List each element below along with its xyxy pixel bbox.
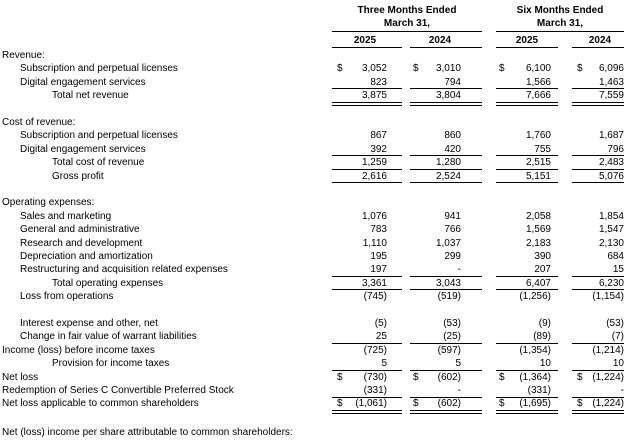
currency-symbol: $ (577, 398, 583, 410)
table-cell: 10 (539, 358, 551, 370)
table-row (0, 76, 640, 89)
currency-symbol: $ (337, 371, 343, 383)
table-cell: 783 (370, 224, 387, 236)
table-cell: (89) (533, 331, 551, 343)
table-cell: 3,052 (361, 63, 387, 75)
table-cell: 1,110 (362, 237, 387, 249)
table-row (0, 223, 640, 236)
six-months-label: Six Months Ended (516, 5, 604, 16)
table-cell: 5,151 (525, 170, 551, 182)
column-header-six-months (496, 4, 624, 30)
table-cell: 766 (444, 224, 461, 236)
currency-symbol: $ (413, 63, 419, 75)
table-row (0, 62, 640, 75)
table-row (0, 263, 640, 276)
row-label: Subscription and perpetual licenses (20, 130, 178, 142)
currency-symbol: $ (337, 398, 343, 410)
table-cell: 15 (612, 264, 624, 276)
table-cell: 1,760 (525, 130, 551, 142)
year-2024-h: 2024 (588, 35, 612, 46)
row-label: Provision for income taxes (52, 358, 170, 370)
table-cell: 390 (534, 251, 551, 262)
table-row (0, 317, 640, 330)
table-cell: 1,569 (525, 224, 551, 236)
table-cell: 420 (444, 143, 461, 155)
table-cell: 6,100 (525, 63, 551, 75)
currency-symbol: $ (413, 398, 419, 410)
row-label: General and administrative (20, 224, 140, 236)
table-row (0, 237, 640, 250)
table-cell: 207 (534, 264, 551, 276)
table-row (0, 371, 640, 384)
table-cell: 2,616 (361, 170, 387, 182)
table-cell: 10 (612, 358, 624, 370)
table-cell: 867 (370, 130, 387, 142)
row-label: Total cost of revenue (52, 157, 145, 169)
table-cell: 7,559 (598, 90, 624, 102)
table-cell: 2,058 (525, 210, 551, 222)
row-label: Operating expenses: (2, 197, 95, 209)
table-row (0, 357, 640, 370)
row-label: Gross profit (52, 170, 104, 182)
table-cell: 1,037 (435, 237, 461, 249)
table-row (0, 183, 640, 196)
table-row (0, 250, 640, 263)
table-cell: 6,096 (598, 63, 624, 75)
three-months-date: March 31, (383, 18, 431, 29)
table-cell: 1,547 (598, 224, 624, 236)
table-cell: 6,230 (598, 277, 624, 289)
table-cell: 1,566 (525, 76, 551, 88)
footnote: Net (loss) income per share attributable to common shareholders: (2, 427, 293, 438)
table-row (0, 129, 640, 142)
table-cell: (1,224) (592, 398, 624, 410)
table-cell: 3,361 (361, 277, 387, 289)
table-cell: (1,256) (519, 291, 551, 303)
table-cell: (725) (363, 344, 387, 356)
table-cell: (519) (437, 291, 461, 303)
table-cell: 860 (444, 130, 461, 142)
row-label: Digital engagement services (20, 76, 146, 88)
table-cell: 2,183 (525, 237, 551, 249)
table-row (0, 330, 640, 343)
table-cell: (602) (437, 398, 461, 410)
table-row (0, 103, 640, 116)
currency-symbol: $ (577, 63, 583, 75)
table-cell: 3,043 (435, 277, 461, 289)
table-cell: (1,214) (592, 344, 624, 356)
table-cell: 1,280 (435, 157, 461, 169)
header-rule-six-months (496, 31, 624, 32)
table-cell: 6,407 (525, 277, 551, 289)
year-rule (410, 47, 482, 48)
table-row (0, 384, 640, 397)
row-label: Interest expense and other, net (20, 318, 158, 329)
table-cell: (1,354) (519, 344, 551, 356)
year-rule (496, 47, 558, 48)
table-cell: 7,666 (525, 90, 551, 102)
three-months-label: Three Months Ended (357, 5, 457, 16)
row-label: Revenue: (2, 50, 45, 61)
row-label: Redemption of Series C Convertible Preferred Stock (2, 385, 234, 396)
table-row (0, 344, 640, 357)
table-cell: 2,130 (598, 237, 624, 249)
row-label: Net loss applicable to common shareholders (2, 398, 199, 410)
table-cell: 3,010 (435, 63, 461, 75)
double-underline (496, 410, 558, 414)
table-cell: (730) (363, 371, 387, 383)
table-cell: 794 (444, 76, 461, 88)
currency-symbol: $ (499, 63, 505, 75)
double-underline (572, 410, 624, 414)
header-rule-three-months (332, 31, 482, 32)
table-cell: (53) (443, 318, 461, 329)
table-cell: (597) (437, 344, 461, 356)
table-cell: - (457, 385, 461, 396)
table-cell: 2,524 (435, 170, 461, 182)
table-cell: 684 (607, 251, 624, 262)
year-rule (572, 47, 624, 48)
table-cell: 1,687 (598, 130, 624, 142)
currency-symbol: $ (337, 63, 343, 75)
table-cell: 941 (444, 210, 461, 222)
row-label: Net loss (2, 371, 39, 383)
currency-symbol: $ (413, 371, 419, 383)
table-cell: (331) (527, 385, 551, 396)
table-row (0, 170, 640, 183)
table-cell: (1,695) (519, 398, 551, 410)
table-cell: (745) (363, 291, 387, 303)
table-cell: (1,364) (519, 371, 551, 383)
table-row (0, 156, 640, 169)
table-cell: (1,224) (592, 371, 624, 383)
table-cell: 1,854 (598, 210, 624, 222)
year-2024-q: 2024 (428, 35, 452, 46)
table-cell: (7) (611, 331, 624, 343)
table-row (0, 116, 640, 129)
row-label: Total net revenue (52, 90, 129, 102)
table-cell: 1,076 (361, 210, 387, 222)
table-cell: (53) (606, 318, 624, 329)
table-cell: 5,076 (598, 170, 624, 182)
row-label: Subscription and perpetual licenses (20, 63, 178, 75)
table-cell: 2,515 (525, 157, 551, 169)
row-label: Cost of revenue: (2, 117, 76, 128)
row-label: Restructuring and acquisition related expenses (20, 264, 228, 276)
table-cell: 3,875 (361, 90, 387, 102)
table-row (0, 196, 640, 209)
table-cell: - (620, 385, 624, 396)
row-label: Total operating expenses (52, 277, 164, 289)
currency-symbol: $ (499, 398, 505, 410)
table-cell: 5 (455, 358, 461, 370)
table-cell: (9) (538, 318, 551, 329)
table-row (0, 210, 640, 223)
table-cell: (1,061) (355, 398, 387, 410)
row-label: Loss from operations (20, 291, 114, 303)
table-row (0, 304, 640, 317)
table-row (0, 277, 640, 290)
table-cell: 796 (607, 143, 624, 155)
table-cell: 5 (381, 358, 387, 370)
table-cell: (25) (443, 331, 461, 343)
table-cell: 755 (534, 143, 551, 155)
double-underline (332, 410, 402, 414)
table-cell: 25 (375, 331, 387, 343)
table-cell: 823 (370, 76, 387, 88)
table-cell: 195 (370, 251, 387, 262)
row-label: Income (loss) before income taxes (2, 344, 155, 356)
year-rule (332, 47, 402, 48)
year-2025-q: 2025 (353, 35, 377, 46)
table-cell: 1,259 (361, 157, 387, 169)
row-label: Depreciation and amortization (20, 251, 153, 262)
table-cell: 197 (370, 264, 387, 276)
table-row (0, 89, 640, 102)
table-cell: 1,463 (598, 76, 624, 88)
table-row (0, 290, 640, 303)
table-cell: (331) (363, 385, 387, 396)
table-cell: 2,483 (598, 157, 624, 169)
six-months-date: March 31, (536, 18, 584, 29)
table-cell: 3,804 (435, 90, 461, 102)
table-row (0, 49, 640, 62)
row-label: Digital engagement services (20, 143, 146, 155)
table-cell: 299 (444, 251, 461, 262)
column-header-three-months (330, 4, 484, 30)
table-cell: 392 (370, 143, 387, 155)
currency-symbol: $ (499, 371, 505, 383)
currency-symbol: $ (577, 371, 583, 383)
table-cell: - (457, 264, 461, 276)
table-cell: (5) (374, 318, 387, 329)
row-label: Change in fair value of warrant liabilities (20, 331, 197, 343)
row-label: Sales and marketing (20, 210, 112, 222)
year-2025-h: 2025 (515, 35, 539, 46)
table-cell: (1,154) (592, 291, 624, 303)
table-cell: (602) (437, 371, 461, 383)
double-underline (410, 410, 482, 414)
row-label: Research and development (20, 237, 143, 249)
table-row (0, 143, 640, 156)
table-row (0, 397, 640, 410)
